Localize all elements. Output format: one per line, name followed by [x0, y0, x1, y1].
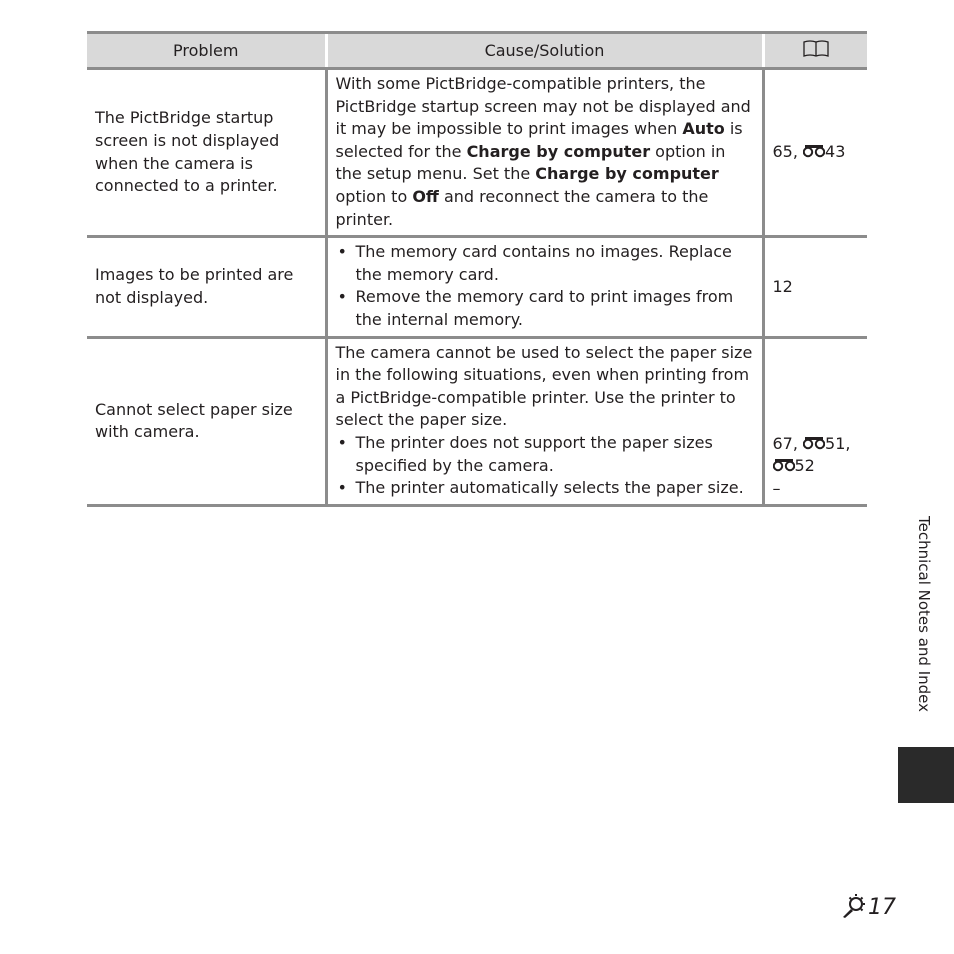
reference-page: 12 [772, 276, 793, 296]
problem-cell: Cannot select paper size with camera. [87, 337, 326, 505]
solution-bold: Off [412, 186, 439, 206]
problem-cell: The PictBridge startup screen is not displayed when the camera is connected to a printer. [87, 69, 326, 237]
solution-cell [326, 69, 763, 237]
table-row [87, 337, 867, 505]
solution-text: is selected for the [335, 119, 743, 161]
solution-bold: Charge by computer [466, 141, 651, 161]
list-item: • Remove the memory card to print images from the internal memory. [336, 286, 754, 331]
reference-page: 67, [772, 433, 804, 453]
header-cause-solution: Cause/Solution [326, 33, 763, 69]
solution-list [336, 432, 754, 500]
solution-text: option to [335, 186, 413, 206]
table-row [87, 69, 867, 237]
reference-page: 43 [825, 142, 846, 162]
table-header-row [87, 33, 867, 69]
reference-section-icon [803, 144, 825, 158]
list-item: • The memory card contains no images. Replace the memory card. [336, 241, 754, 286]
troubleshooting-table [87, 31, 867, 507]
solution-text: and reconnect the camera to the printer. [335, 186, 709, 229]
solution-bold: Auto [682, 119, 725, 139]
header-problem: Problem [87, 33, 326, 69]
reference-page: 51, [825, 433, 851, 453]
reference-line [773, 433, 860, 456]
list-item: • The printer does not support the paper sizes specified by the camera. [336, 432, 754, 477]
problem-cell: Images to be printed are not displayed. [87, 237, 326, 337]
section-tab-marker [898, 747, 954, 803]
book-icon [803, 40, 829, 58]
reference-cell [763, 69, 867, 237]
reference-page: 65, [772, 142, 804, 162]
reference-page: 52 [794, 456, 815, 476]
reference-section-icon [773, 458, 795, 472]
reference-cell [763, 337, 867, 505]
technical-notes-icon [840, 893, 868, 919]
solution-text: With some PictBridge-compatible printers, the PictBridge startup screen may not be displayed and it may be impossible to print images when [335, 74, 751, 139]
section-side-label: Technical Notes and Index [915, 516, 933, 713]
solution-bold: Charge by computer [535, 164, 719, 184]
solution-cell [326, 237, 763, 337]
list-item: • The printer automatically selects the paper size. [336, 477, 754, 500]
page-number [840, 893, 896, 920]
header-reference [763, 33, 867, 69]
solution-text: The camera cannot be used to select the paper size in the following situations, even when printing from a PictBridge-compatible printer. Use the printer to select the paper size. [335, 342, 753, 430]
reference-line [773, 455, 860, 478]
solution-cell [326, 337, 763, 505]
reference-line: – [772, 478, 781, 498]
solution-list [336, 241, 754, 331]
page-number-value: 17 [868, 895, 896, 920]
table-row [87, 237, 867, 337]
solution-text: option in the setup menu. Set the [335, 141, 726, 184]
reference-section-icon [803, 436, 825, 450]
reference-cell [763, 237, 867, 337]
